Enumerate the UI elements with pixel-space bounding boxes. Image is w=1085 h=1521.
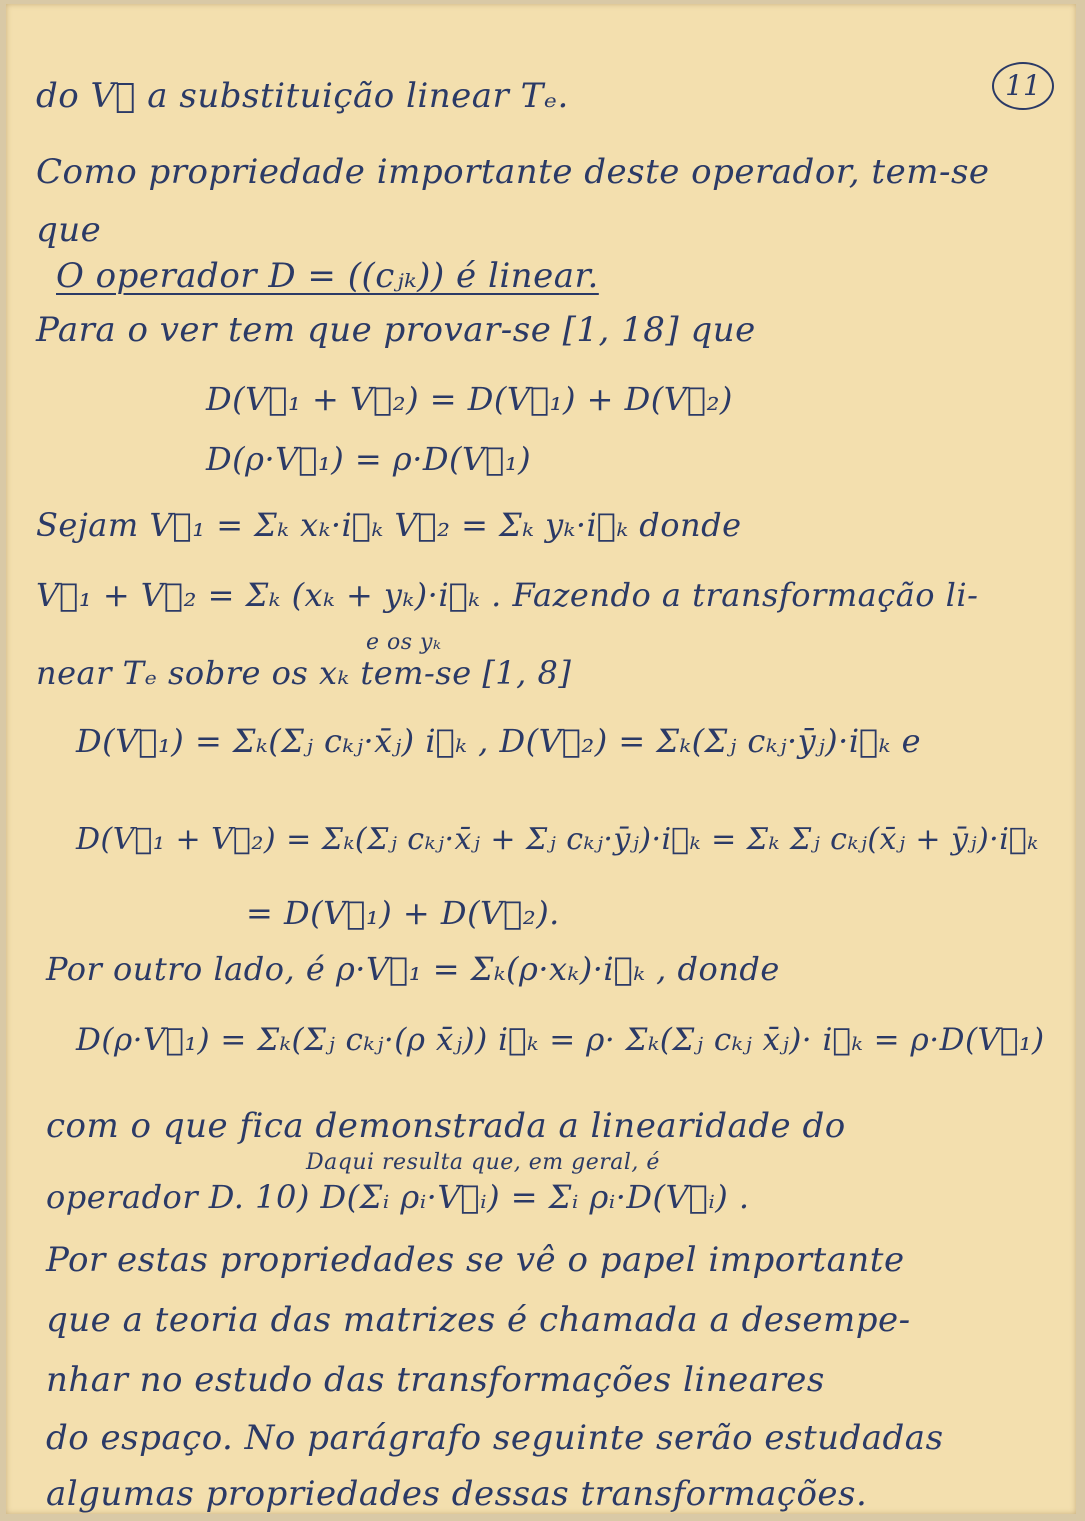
- text-line-properties: Por estas propriedades se vê o papel importante: [46, 1240, 905, 1280]
- page-number: 11: [992, 62, 1054, 110]
- equation-D-V1-V2: D(V⃗₁) = Σₖ(Σⱼ cₖⱼ·x̄ⱼ) i⃗ₖ , D(V⃗₂) = Σₖ(Σⱼ cₖⱼ·ȳⱼ)·i⃗ₖ e: [76, 722, 922, 760]
- text-line-5: Para o ver tem que provar-se [1, 18] que: [36, 310, 756, 350]
- equation-D-sum: D(V⃗₁ + V⃗₂) = Σₖ(Σⱼ cₖⱼ·x̄ⱼ + Σⱼ cₖⱼ·ȳⱼ)·i⃗ₖ = Σₖ Σⱼ cₖⱼ(x̄ⱼ + ȳⱼ)·i⃗ₖ: [76, 822, 1039, 857]
- text-line-3: que: [36, 210, 102, 250]
- equation-D-sum-result: = D(V⃗₁) + D(V⃗₂).: [246, 894, 560, 932]
- text-line-study: nhar no estudo das transformações lineares: [46, 1360, 825, 1400]
- text-line-final: algumas propriedades dessas transformações.: [46, 1474, 868, 1514]
- insertion-note-2: Daqui resulta que, em geral, é: [306, 1150, 660, 1175]
- text-line-2: Como propriedade importante deste operador, tem-se: [36, 152, 990, 192]
- equation-D-rho: D(ρ·V⃗₁) = Σₖ(Σⱼ cₖⱼ·(ρ x̄ⱼ)) i⃗ₖ = ρ· Σₖ(Σⱼ cₖⱼ x̄ⱼ)· i⃗ₖ = ρ·D(V⃗₁): [76, 1022, 1045, 1058]
- text-line-sum: V⃗₁ + V⃗₂ = Σₖ (xₖ + yₖ)·i⃗ₖ . Fazendo a transformação li-: [36, 576, 979, 614]
- insertion-note: e os yₖ: [366, 630, 442, 655]
- text-line-near: near Tₑ sobre os xₖ tem-se [1, 8]: [36, 654, 572, 692]
- theorem-statement: O operador D = ((cⱼₖ)) é linear.: [56, 256, 599, 296]
- equation-additivity: D(V⃗₁ + V⃗₂) = D(V⃗₁) + D(V⃗₂): [206, 380, 733, 418]
- text-line-1: do V⃗ a substituição linear Tₑ.: [36, 76, 569, 116]
- handwritten-page: [6, 4, 1076, 1514]
- text-line-conclusion: com o que fica demonstrada a linearidade do: [46, 1106, 846, 1146]
- text-line-sejam: Sejam V⃗₁ = Σₖ xₖ·i⃗ₖ V⃗₂ = Σₖ yₖ·i⃗ₖ donde: [36, 506, 742, 544]
- equation-general: operador D. 10) D(Σᵢ ρᵢ·V⃗ᵢ) = Σᵢ ρᵢ·D(V⃗ᵢ) .: [46, 1178, 750, 1216]
- text-line-matrices: que a teoria das matrizes é chamada a desempe-: [46, 1300, 911, 1340]
- text-line-outro-lado: Por outro lado, é ρ·V⃗₁ = Σₖ(ρ·xₖ)·i⃗ₖ , donde: [46, 950, 780, 988]
- equation-homogeneity: D(ρ·V⃗₁) = ρ·D(V⃗₁): [206, 440, 532, 478]
- text-line-space: do espaço. No parágrafo seguinte serão estudadas: [46, 1418, 944, 1458]
